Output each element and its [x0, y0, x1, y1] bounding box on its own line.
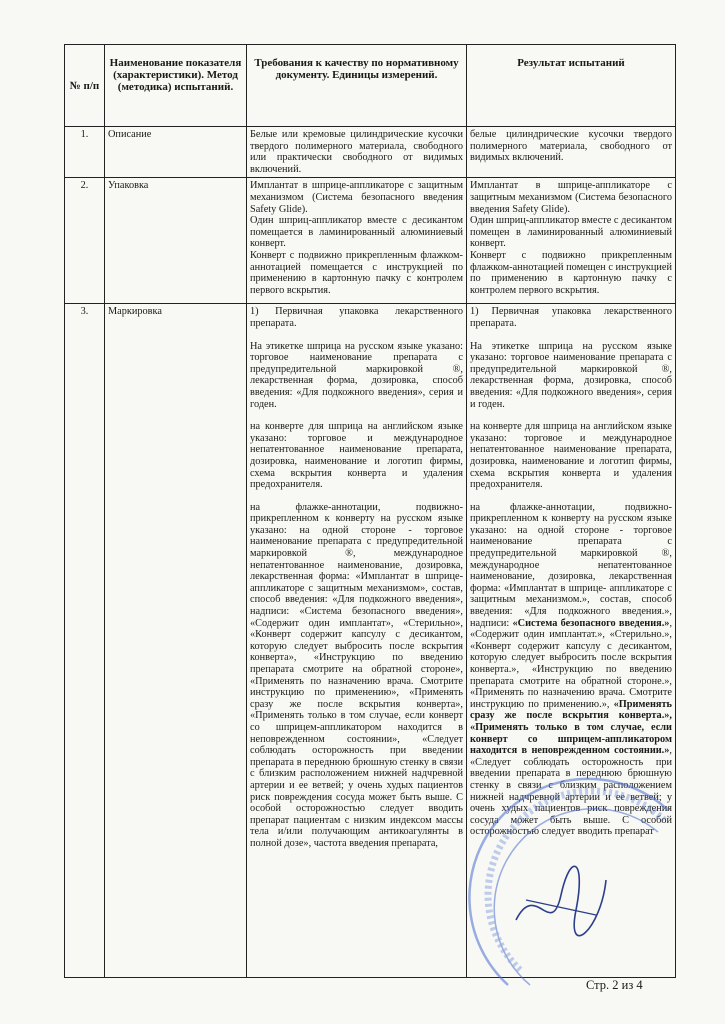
test-results-table: [64, 44, 676, 978]
row-requirement: [247, 304, 467, 978]
result-paragraph: 1) Первичная упаковка лекарственного препарата.: [470, 306, 672, 329]
result-text: , «Содержит один имплантат.», «Стерильно.», «Конверт содержит капсулу с десикантом, которую следует выбросить после вскрытия конверта.», «Инструкцию по введению препарата смотрите на обратной стороне.», «Применять по назначению врача. Смотрите инструкцию по применению.»,: [470, 617, 673, 710]
result-paragraph: [470, 502, 672, 838]
row-indicator: Описание: [105, 127, 247, 178]
requirement-paragraph: Имплантат в шприце-аппликаторе с защитным механизмом (Система безопасного введения Safety Glide).: [250, 180, 463, 215]
header-result: Результат испытаний: [467, 45, 676, 127]
result-paragraph: Конверт с подвижно прикрепленным флажком-аннотацией помещен с инструкцией по применению в картонную пачку с контролем первого вскрытия.: [470, 249, 672, 296]
header-indicator-name: Наименование показателя (характеристики). Метод (методика) испытаний.: [105, 45, 247, 127]
result-text-bold: «Система безопасного введения.»: [512, 617, 670, 629]
table-row: [65, 178, 676, 304]
row-result: белые цилиндрические кусочки твердого полимерного материала, свободного от видимых включений.: [467, 127, 676, 178]
table-row: [65, 304, 676, 978]
row-indicator: Упаковка: [105, 178, 247, 304]
row-number: 1.: [65, 127, 105, 178]
requirement-paragraph: на флажке-аннотации, подвижно-прикрепленном к конверту на русском языке указано: на одной стороне - торговое наименование препарата с предупредительной маркировкой ®, международное непатентованное наименование, дозировка, лекарственная форма: «Имплантат в шприце- аппликаторе с защитным механизмом», состав, способ введения: «Для подкожного введения», надписи: «Система безопасного введения», «Содержит один имплантат», «Стерильно», «Конверт содержит капсулу с десикантом, которую следует выбросить после вскрытия конверта», «Инструкцию по введению препарата смотрите на обратной стороне», «Применять по назначению врача. Смотрите инструкцию по применению», «Применять сразу же после вскрытия конверта», «Применять только в том случае, если конверт со шприцем-аппликатором находится в неповрежденном состоянии», «Следует соблюдать осторожность при введении препарата в переднюю брюшную стенку в связи с близким расположением нижней надчревной артерии и ее ветвей; у очень худых пациентов риск повреждения сосуда может быть выше. С особой осторожностью следует вводить препарат пациентам с низким индексом массы тела и/или получающим антикоагулянты в полной дозе», частота введения препарата,: [250, 501, 463, 849]
result-paragraph: Один шприц-аппликатор вместе с десикантом помещен в ламинированный алюминиевый конверт.: [470, 215, 672, 250]
requirement-paragraph: Один шприц-аппликатор вместе с десикантом помещается в ламинированный алюминиевый конверт.: [250, 215, 463, 250]
requirement-paragraph: 1) Первичная упаковка лекарственного препарата.: [250, 306, 463, 329]
table-row: [65, 127, 676, 178]
row-requirement: [247, 178, 467, 304]
header-requirements: Требования к качеству по нормативному документу. Единицы измерений.: [247, 45, 467, 127]
row-number: 3.: [65, 304, 105, 978]
row-number: 2.: [65, 178, 105, 304]
row-result: [467, 178, 676, 304]
requirement-paragraph: на конверте для шприца на английском языке указано: торговое и международное непатентованное наименование препарата, дозировка, наименование и логотип фирмы, схема вскрытия конверта и удаления предохранителя.: [250, 421, 463, 491]
row-indicator: Маркировка: [105, 304, 247, 978]
row-requirement: Белые или кремовые цилиндрические кусочки твердого полимерного материала, свободного или практически свободного от видимых включений.: [247, 127, 467, 178]
result-text: на флажке-аннотации, подвижно-прикрепленном к конверту на русском языке указано: на одной стороне - торговое наименование препарата с предупредительной маркировкой ®, международное непатентованное наименование, дозировка, лекарственная форма: «Имплантат в шприце- аппликаторе с защитным механизмом.», состав, способ введения: «Для подкожного введения.», надписи:: [470, 501, 672, 629]
result-paragraph: На этикетке шприца на русском языке указано: торговое наименование препарата с предупредительной маркировкой ®, лекарственная форма, дозировка, способ введения: «Для подкожного введения», серия и годен.: [470, 340, 672, 410]
result-paragraph: Имплантат в шприце-аппликаторе с защитным механизмом (Система безопасного введения Safety Glide).: [470, 180, 672, 215]
requirement-paragraph: Конверт с подвижно прикрепленным флажком-аннотацией помещается с инструкцией по применению в картонную пачку с контролем первого вскрытия.: [250, 249, 463, 296]
result-text: , «Следует соблюдать осторожность при введении препарата в переднюю брюшную стенку в связи с близким расположением нижней надчревной артерии и ее ветвей; у очень худых пациентов риск повреждения сосуда может быть выше. С особой осторожностью следует вводить препарат: [470, 745, 672, 838]
result-paragraph: на конверте для шприца на английском языке указано: торговое и международное непатентованное наименование препарата, дозировка, наименование и логотип фирмы, схема вскрытия конверта и удаления предохранителя.: [470, 421, 672, 491]
header-number: № п/п: [65, 45, 105, 127]
row-result: [467, 304, 676, 978]
result-text-bold: «Применять сразу же после вскрытия конверта.», «Применять только в том случае, если конверт со шприцем-аппликатором находится в неповрежденном состоянии.»: [470, 698, 672, 757]
table-header-row: [65, 45, 676, 127]
page-number: Стр. 2 из 4: [586, 978, 643, 992]
requirement-paragraph: На этикетке шприца на русском языке указано: торговое наименование препарата с предупредительной маркировкой ®, лекарственная форма, дозировка, способ введения: «Для подкожного введения», серия и годен.: [250, 340, 463, 410]
